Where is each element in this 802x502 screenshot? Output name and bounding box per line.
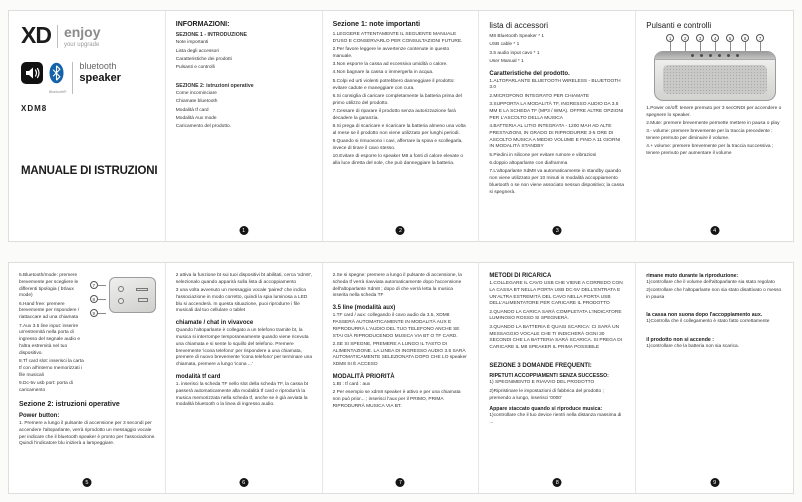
speaker-button-dot	[700, 54, 703, 57]
callout-3: 3	[696, 34, 704, 42]
faq1-title: RIPETUTI ACCOPPIAMENTI SENZA SUCCESSO:	[489, 373, 609, 380]
caratteristica-item: 6.doppio altoparlante con diaframma	[489, 160, 568, 166]
note-item: 2.Per favore leggere le avvertenze contenute in questo manuale.	[332, 47, 450, 59]
speaker-body	[654, 51, 776, 101]
note-item: 1.LEGGERE ATTENTAMENTE IL SEGUENTE MANUALE D'USO E CONSERVARLO PER CONSULTAZIONI FUTURE.	[332, 32, 463, 44]
note-item: 5.Colpi ed urti violenti potrebbero danneggiare il prodotto: evitare cadute e maneggiare con cura.	[332, 78, 455, 91]
note-heading: Sezione 1: note importanti	[332, 21, 421, 28]
pulsante-item: 2.Mute: premere brevemente permette mettere in pausa o play	[646, 121, 780, 127]
note-item: 4.Non bagnare la cassa o immergerla in acqua.	[332, 70, 434, 76]
accessori-heading: lista di accessori	[489, 21, 549, 30]
informazioni-heading: INFORMAZIONI:	[175, 21, 230, 28]
toc-item: Pulsanti e controlli	[175, 65, 215, 71]
priorita-item: 2 Per esempio se xdm8 speaker è attivo e per una chiamata non può prior... ; inserisci l'aux per il PRIMO, PRIMA RIPRODURRÀ MUSICA VIA BT.	[332, 390, 461, 409]
pairing-step: 2 attiva la funzione bt sui tuoi dispositivi bt abilitati, cerca 'xdm8', selezionalo quando apparirà sulla lista di accoppiamento	[175, 273, 313, 285]
brand-logo	[21, 22, 156, 48]
faq1-list	[489, 380, 626, 402]
pairing-step: 3 una volta avvenuto un messaggio vocale 'paired' che indica l'associazione in modo corretto, quindi la spia luminosa a LED blu si accenderà. In questa situazione, puoi riprodurre i file musicali dal tuo cellulare o tablet	[175, 288, 308, 314]
chiamate-heading: chiamate / chat in vivavoce	[175, 320, 254, 327]
accessorio-item: USB cable * 1	[489, 42, 520, 48]
toc-item: Modalità tf card	[175, 107, 209, 113]
ricarica-heading: METODI DI RICARICA	[489, 273, 552, 279]
sezione2-heading: Sezione 2: istruzioni operative	[19, 401, 120, 409]
page5-top	[19, 273, 156, 396]
usb-port	[138, 298, 148, 302]
note-item: 6.Si consiglia di caricare completamente la batteria prima del primo utilizzo del prodotto.	[332, 93, 462, 106]
panel-accessori	[479, 11, 636, 241]
controllo-item: 8.Tf card slot: inserisci la carta tf con all'interno memorizzati i file musicali	[19, 359, 84, 378]
page-number-badge: 1	[239, 226, 248, 235]
ricarica-item: 2.QUANDO LA CARICA SARÀ COMPLETATA L'INDICATORE LUMINOSO ROSSO SI SPEGNERÀ.	[489, 309, 622, 322]
panel-note-importanti	[323, 11, 480, 241]
xd-logo: XD	[21, 22, 51, 48]
controllo-item: 7.Aux 3.5 line input: inserire un'estremità nella porta di ingresso del segnale audio e l'altra estremità nel tuo dispositivo.	[19, 323, 81, 356]
page-number-badge: 9	[710, 478, 719, 487]
speaker-button-dot	[691, 54, 694, 57]
faq2-title: Appare staccato quando si riproduce musica:	[489, 406, 603, 413]
note-item: 9.Quando si rimuovono i cavi, afferrare la spina e scollegarla, invece di tirare il cavo stesso.	[332, 139, 463, 151]
callout-leader-line	[760, 42, 761, 51]
toc-item: Come incominciare	[175, 90, 217, 96]
toc-item: Note importanti	[175, 40, 209, 46]
product-word-speaker: speaker	[79, 71, 121, 84]
speaker-grille	[663, 65, 767, 94]
priorita-heading: MODALITÀ PRIORITÀ	[332, 374, 395, 381]
speaker-back-body	[109, 277, 156, 313]
non-accende-list	[646, 344, 784, 351]
speaker-top-buttons	[655, 52, 775, 60]
accessori-list	[489, 34, 626, 66]
mark-divider	[72, 62, 73, 94]
speaker-button-dot	[709, 54, 712, 57]
caratteristiche-heading: Caratteristiche del prodotto.	[489, 70, 570, 77]
ricarica-item: 1.COLLEGARE IL CAVO USB CHE VIENE A CORREDO CON LA CASSA BT NELLA PORTA USB DC-5V DELL'ENTRATA E UN'ALTRA ESTREMITÀ DEL CAVO NELLA PORTA USB DELL'ALIMENTATORE PER CARICARE IL PRODOTTO	[489, 281, 623, 307]
product-marks	[21, 62, 156, 94]
tf-card-para: 1. inserisci la scheda TF nello slot della scheda TF, la cassa bt passerà automaticamente alla modalità tf card e riprodurrà la musica memorizzata nella scheda tf, anche se è già avviata la modalità bluetooth o la linea di ingresso audio.	[175, 382, 309, 408]
callout-1: 1	[666, 34, 674, 42]
model-number: XDM8	[21, 103, 48, 113]
aux-item: 1.TF card / aux: collegando il cavo audio da 3.5, XDM8 PASSERÀ AUTOMATICAMENTE IN MODALITÀ AUX E RIPRODURRÀ L'AUDIO DEL TUO TELEFONO ANCHE SE STAI GIÀ RIPRODUCENDO MUSICA VIA BT O TF CARD.	[332, 313, 460, 339]
callout-9: 9	[90, 309, 98, 317]
panel-page6	[166, 263, 323, 493]
faq-item: 1)Controlla che il collegamento è stato fatto correttamente	[646, 319, 770, 325]
accessorio-item: M8 Bluetooth Speaker * 1	[489, 34, 545, 39]
controllo-item: 9.Dc-5v usb port: porta di caricamento	[19, 380, 73, 393]
callout-column	[90, 277, 106, 396]
faq2-list	[489, 413, 626, 427]
speaker-button-dot	[736, 54, 739, 57]
page-number-badge: 8	[553, 478, 562, 487]
page-number-badge: 6	[239, 478, 248, 487]
non-accende-heading: il prodotto non si accende :	[646, 336, 714, 343]
faq-item: 1)controllare che il tuo device rientri nella distanza massima di ...	[489, 413, 622, 426]
brand-text-block	[64, 25, 101, 48]
page-number-badge: 5	[82, 478, 91, 487]
faq-item: 1)controllare che la batteria non sia scarica.	[646, 343, 739, 349]
callout-leader-line	[700, 42, 701, 51]
caratteristica-item: 1.ALTOPARLANTE BLUETOOTH WIRELESS - BLUETOOTH 3.0	[489, 78, 621, 91]
speaker-back-illustration	[90, 273, 156, 396]
callout-leader-line	[730, 42, 731, 51]
caratteristica-item: 4.BATTERIA AL LITIO INTEGRATA - 1200 MAH AD ALTE PRESTAZIONI, IN GRADO DI RIPRODURRE 3-5 ORE DI ASCOLTO MUSICA A MEDIO VOLUME E FINO A 11 GIORNI IN MODALITÀ STANDBY	[489, 123, 621, 150]
aux-no-suono-heading: la cassa non suona dopo l'accoppiamento aux.	[646, 312, 763, 319]
ricarica-list	[489, 281, 626, 352]
muto-heading: rimane muto durante la riproduzione:	[646, 273, 739, 279]
brand-tagline: your upgrade	[63, 41, 100, 48]
callout-6: 6	[741, 34, 749, 42]
caratteristica-item: 7.L'altoparlante XdM8 va automaticamente in standby quando non viene utilizzato per 10 minuti in modalità accoppiamento bluetooth o se non viene associato nessun dispositivo; la cassa si spegnerà.	[489, 169, 625, 195]
panel-page7	[323, 263, 480, 493]
toc-item: Caratteristiche dei prodotti	[175, 56, 232, 62]
manual-title: MANUALE DI ISTRUZIONI	[21, 164, 158, 177]
mic-hole	[118, 298, 124, 304]
callout-leader-line	[745, 42, 746, 51]
page5-controls-list	[19, 273, 86, 396]
controllo-item: 6.Hand free: premere brevemente per rispondere / riattaccare ad una chiamata	[19, 301, 80, 321]
panel-page9	[636, 263, 793, 493]
caratteristica-item: 3.SUPPORTA LA MODALITÀ TF, INGRESSO AUDIO DA 3.5 MM E LA SCHEDA TF (MP3 / WMA). OFFRE ALTRE OPZIONI PER L'ASCOLTO DELLA MUSICA	[489, 102, 624, 121]
pulsante-item: 3.- volume: premere brevemente per la traccia precedente ; tenere premuto per diminuire il volume.	[646, 129, 773, 142]
caratteristiche-list	[489, 79, 626, 197]
tf-card-step2: 2.Se si spegne: premere a lungo il pulsante di accensione, la scheda tf verrà riavviata automaticamente dopo l'accensione dell'altoparlante Xdm8 ; dopo di che verrà letta la musica inserita nella scheda TF	[332, 273, 462, 299]
callout-leader-line	[98, 285, 106, 286]
chiamate-para: Quando l'altoparlante è collegato a un telefono tramite bt, la musica si interrompe temporaneamente quando viene ricevuta una chiamata e si sente lo squillo del telefono. Premere brevemente 'icona telefono' per rispondere a una chiamata, premere di nuovo brevemente 'icona telefono' per terminare una chiamata, premere a lungo 'icona ...'	[175, 328, 313, 368]
faq-item: 2)Ripristinare le impostazioni di fabbrica del prodotto ; premendo a lungo, inserisci '0000'	[489, 388, 604, 401]
logo-divider	[57, 25, 58, 48]
product-words	[79, 62, 121, 84]
priorita-item: 1.Bt : tf card : aux	[332, 382, 371, 388]
faq-item: 1) SPEGNIMENTO E RIAVVIO DEL PRODOTTO	[489, 380, 595, 386]
sec2-title: SEZIONE 2: istruzioni operative	[175, 82, 254, 89]
page-number-badge: 7	[396, 478, 405, 487]
faq-item: 1)controllare che il volume dell'altoparlante sia stato regolato	[646, 280, 775, 285]
callout-7: 7	[90, 281, 98, 289]
callout-leader-line	[685, 42, 686, 51]
note-item: 10.Evitare di esporre lo speaker M8 a fonti di calore elevate o alla luce diretta del sole, che può danneggiare la batteria.	[332, 154, 463, 167]
callout-2: 2	[681, 34, 689, 42]
ricarica-item: 3.QUANDO LA BATTERIA È QUASI SCARICA: CI SARÀ UN MESSAGGIO VOCALE CHE TI INDICHERÀ OGNI 30 SECONDI CHE LA BATTERIA SARÀ SCARICA. SI PREGA DI CARICARE IL M8 SPEAKER IL PRIMA POSSIBILE	[489, 324, 623, 351]
callout-leader-line	[715, 42, 716, 51]
pulsante-item: 4.+ volume: premere brevemente per la traccia successiva ; tenere premuto per aumentare il volume	[646, 144, 774, 157]
faq-heading: SEZIONE 3 DOMANDE FREQUENTI:	[489, 363, 592, 370]
page-number-badge: 3	[553, 226, 562, 235]
callout-leader-line	[98, 313, 106, 314]
pairing-paragraphs	[176, 273, 313, 315]
speaker-icon	[21, 62, 43, 89]
callout-4: 4	[711, 34, 719, 42]
priorita-list	[333, 382, 470, 411]
toc-item: Lista degli accessori	[175, 48, 219, 54]
pulsanti-heading: Pulsanti e controlli	[646, 21, 712, 30]
product-word-bluetooth: bluetooth	[79, 60, 117, 71]
callout-row	[646, 34, 784, 51]
toc-item: Caricamento del prodotto.	[175, 124, 231, 130]
caratteristica-item: 5.Piedini in silicone per evitare rumore e vibrazioni	[489, 152, 597, 158]
aux-port	[118, 286, 124, 292]
note-item: 7.Cessare di riparare il prodotto senza autorizzazione farà decadere la garanzia.	[332, 108, 456, 121]
caratteristica-item: 2.MICROFONO INTEGRATO PER CHIAMATE	[489, 93, 590, 99]
toc-item: Chiamate bluetooth	[175, 99, 218, 105]
manual-sheet-bottom	[8, 262, 794, 494]
sec1-title: SEZIONE 1 - INTRODUZIONE	[175, 32, 247, 38]
callout-7: 7	[756, 34, 764, 42]
note-item: 8.Si prega di scaricare e ricaricare la batteria almeno una volta al mese se il prodotto non viene utilizzato per lunghi periodi.	[332, 124, 466, 136]
power-button-heading: Power button:	[19, 413, 60, 420]
callout-leader-line	[98, 299, 106, 300]
callout-leader-line	[670, 42, 671, 51]
pulsanti-list	[646, 106, 784, 158]
muto-list	[646, 280, 784, 302]
aux-list	[333, 313, 470, 369]
tf-card-slot	[136, 288, 148, 291]
manual-sheet-top	[8, 10, 794, 242]
callout-5: 5	[726, 34, 734, 42]
note-body	[333, 32, 470, 168]
bluetooth-caption: Bluetooth®	[49, 89, 67, 94]
pulsante-item: 1.Power on/off: tenere premuto per 3 secONDI per accendere o spegnere lo speaker.	[646, 106, 782, 118]
panel-page5	[9, 263, 166, 493]
aux-heading: 3.5 line (modalità aux)	[332, 305, 396, 312]
panel-page8	[479, 263, 636, 493]
page-number-badge: 4	[710, 226, 719, 235]
speaker-button-dot	[727, 54, 730, 57]
faq-item: 2)controllare che l'altoparlante non sia stato disattivato o messo in pausa	[646, 288, 782, 301]
accessorio-item: 3.5 audio input cavo * 1	[489, 50, 540, 56]
page-number-badge: 2	[396, 226, 405, 235]
speaker-front-illustration	[646, 34, 784, 101]
aux-item: 2.SE SI SPEGNE, PREMERE A LUNGO IL TASTO DI ALIMENTAZIONE. LA LINEA DI INGRESSO AUDIO 3.5 SARÀ AUTOMATICAMENTE SELEZIONATA DOPO CHE LO speaker XDM8 SI È ACCESO	[332, 341, 467, 368]
controllo-item: 5.Bluetooth/mode: premere brevemente per scegliere le differenti tipologia ( bt/aux mode)	[19, 273, 79, 299]
speaker-button-dot	[718, 54, 721, 57]
callout-8: 8	[90, 295, 98, 303]
panel-pulsanti	[636, 11, 793, 241]
aux-no-suono-list	[646, 319, 784, 326]
toc-item: Modalità Aux mode	[175, 115, 217, 121]
bluetooth-icon	[49, 71, 64, 88]
brand-name: enjoy	[63, 24, 101, 40]
panel-cover	[9, 11, 166, 241]
accessorio-item: User Manual * 1	[489, 58, 524, 64]
informazioni-body	[176, 32, 313, 131]
bluetooth-mark-block	[49, 62, 66, 94]
panel-informazioni	[166, 11, 323, 241]
note-item: 3.Non esporre la cassa ad eccessiva umidità o calore.	[332, 62, 448, 68]
tf-card-heading: modalità tf card	[175, 374, 221, 381]
power-button-para: 1. Premere a lungo il pulsante di accensione per 3 secondi per accendere l'altoparlante, verrà riprodotto un messaggio vocale per indicare che il bluetooth speaker è pronto per l'associazione. Quindi l'indicatore blu inizierà a lampeggiare.	[19, 421, 156, 447]
